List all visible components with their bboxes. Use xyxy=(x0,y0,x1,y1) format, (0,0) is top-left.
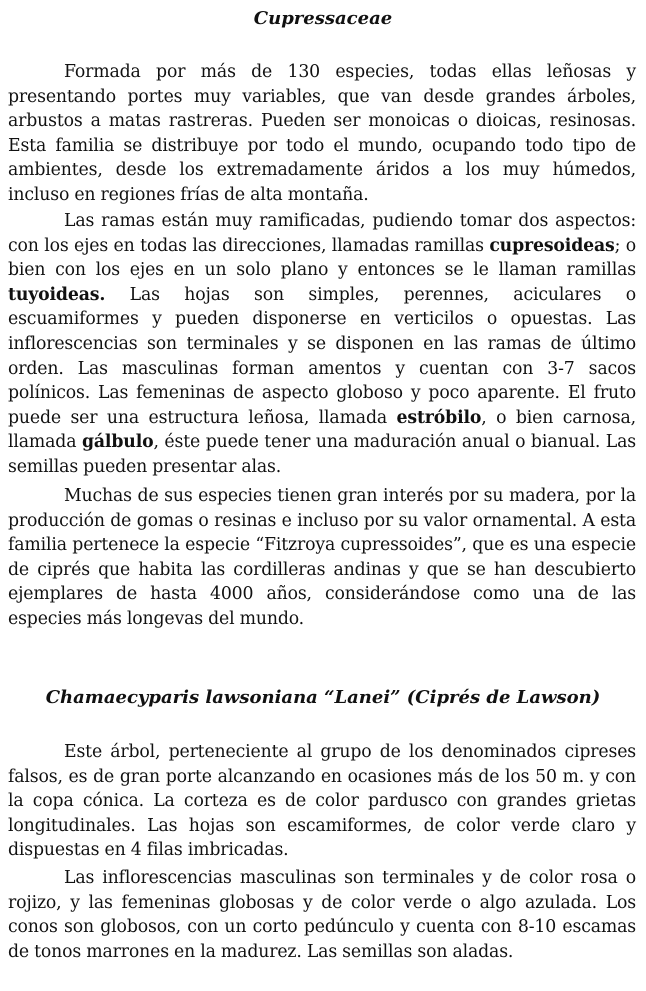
text-run: , o bien carnosa, llamada xyxy=(8,407,636,453)
text-run: Las hojas son simples, perennes, aciculares o escuamiformes y pueden disponerse en verticilos o opuestas. Las inflorescencias son terminales y se disponen en las ramas de último orden. Las masculinas forman amentos y cuentan con 3-7 sacos polínicos. Las femeninas de aspecto globoso y poco aparente. El fruto puede ser una estructura leñosa, llamada xyxy=(8,284,636,428)
paragraph-tree-description: Este árbol, perteneciente al grupo de los denominados cipreses falsos, es de gran porte alcanzando en ocasiones más de los 50 m. y con la copa cónica. La corteza es de color pardusco con grandes grietas longitudinales. Las hojas son escamiformes, de color verde claro y dispuestas en 4 filas imbricadas. xyxy=(8,742,636,861)
term-cupresoideas: cupresoideas xyxy=(489,235,615,256)
term-estrobilo: estróbilo xyxy=(396,407,482,428)
text-run: Las ramas están muy ramificadas, pudiendo tomar dos aspectos: con los ejes en todas las direcciones, llamadas ramillas xyxy=(8,211,636,256)
term-tuyoideas: tuyoideas. xyxy=(8,284,106,305)
section-title-chamaecyparis: Chamaecyparis lawsoniana “Lanei” (Ciprés de Lawson) xyxy=(45,687,601,708)
paragraph-morphology xyxy=(8,209,636,480)
text-run: , éste puede tener una maduración anual o bianual. Las semillas pueden presentar alas. xyxy=(8,432,636,477)
paragraph-inflorescences: Las inflorescencias masculinas son terminales y de color rosa o rojizo, y las femeninas globosas y de color verde o algo azulada. Los conos son globosos, con un corto pedúnculo y cuenta con 8-10 escamas de tonos marrones en la madurez. Las semillas son aladas. xyxy=(8,868,636,962)
term-galbulo: gálbulo xyxy=(81,432,154,453)
paragraph-interest: Muchas de sus especies tienen gran interés por su madera, por la producción de gomas o resinas e incluso por su valor ornamental. A esta familia pertenece la especie “Fitzroya cupressoides”, que es una especie de ciprés que habita las cordilleras andinas y que se han descubierto ejemplares de hasta 4000 años, considerándose como una de las especies más longevas del mundo. xyxy=(8,486,636,629)
section-title-cupressaceae: Cupressaceae xyxy=(253,8,393,29)
paragraph-family-description: Formada por más de 130 especies, todas ellas leñosas y presentando portes muy variables, que van desde grandes árboles, arbustos a matas rastreras. Pueden ser monoicas o dioicas, resinosas. Esta familia se distribuye por todo el mundo, ocupando todo tipo de ambientes, desde los extremadamente áridos a los muy húmedos, incluso en regiones frías de alta montaña. xyxy=(8,62,636,205)
text-run: ; o bien con los ejes en un solo plano y entonces se le llaman ramillas xyxy=(8,235,636,281)
